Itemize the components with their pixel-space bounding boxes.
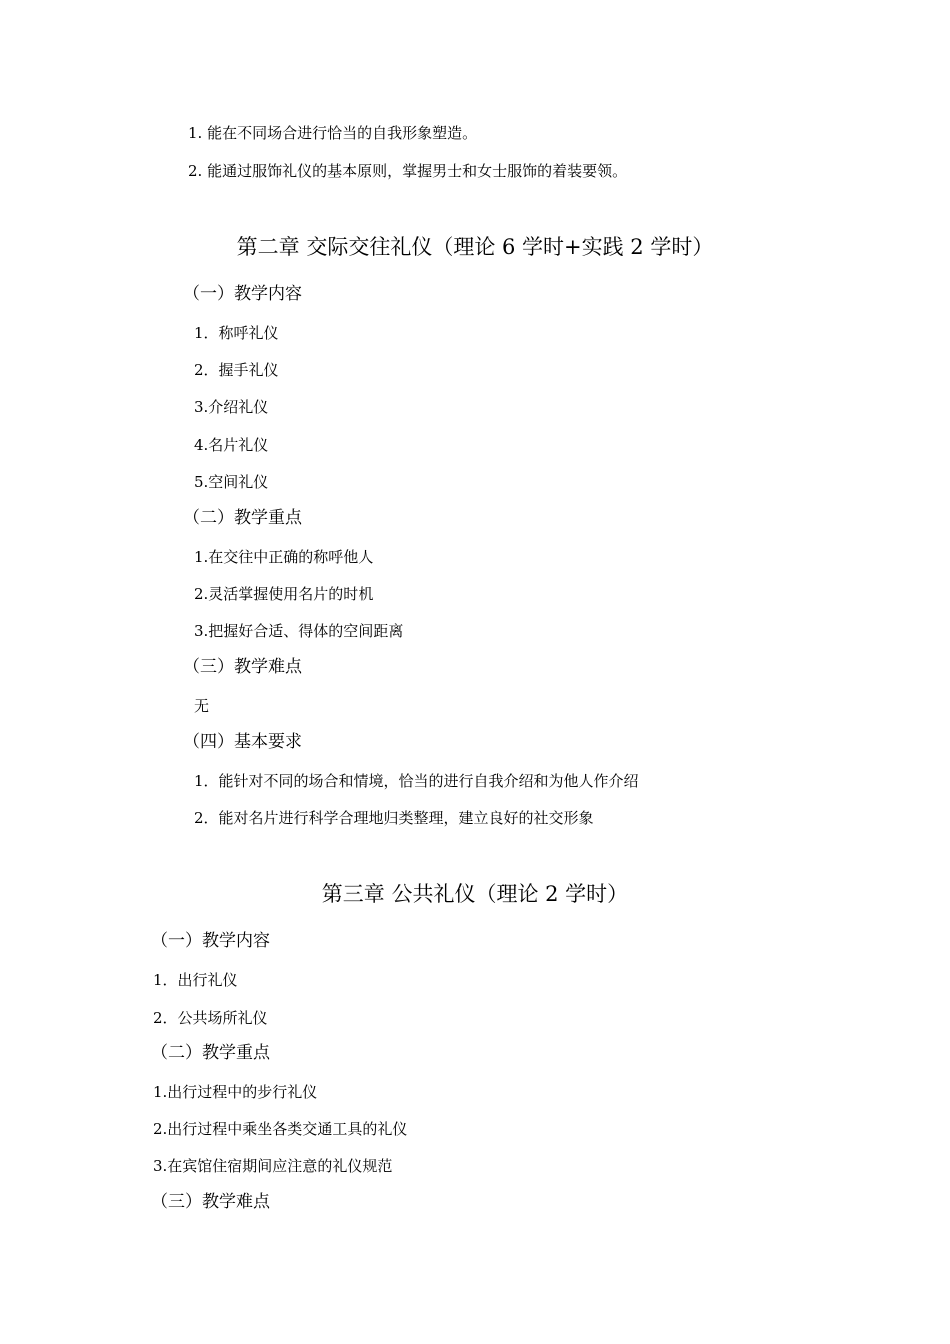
ch2-content-item: 4.名片礼仪 (194, 436, 269, 454)
ch2-difficulty-text: 无 (194, 697, 210, 715)
ch2-focus-item: 3.把握好合适、得体的空间距离 (194, 622, 404, 640)
ch2-focus-heading: （二）教学重点 (183, 508, 302, 528)
ch2-requirements-heading: （四）基本要求 (183, 732, 302, 752)
ch3-focus-heading: （二）教学重点 (151, 1043, 270, 1063)
ch3-focus-item: 3.在宾馆住宿期间应注意的礼仪规范 (153, 1157, 393, 1175)
ch2-content-heading: （一）教学内容 (183, 284, 302, 304)
ch3-difficulty-heading: （三）教学难点 (151, 1192, 270, 1212)
ch2-requirement-item: 2．能对名片进行科学合理地归类整理，建立良好的社交形象 (194, 809, 594, 827)
ch3-content-item: 2．公共场所礼仪 (153, 1009, 268, 1027)
intro-item: 1. 能在不同场合进行恰当的自我形象塑造。 (188, 124, 478, 142)
ch3-focus-item: 2.出行过程中乘坐各类交通工具的礼仪 (153, 1120, 408, 1138)
ch2-content-item: 3.介绍礼仪 (194, 398, 269, 416)
chapter-3-title: 第三章 公共礼仪（理论 2 学时） (321, 882, 629, 906)
ch2-focus-item: 1.在交往中正确的称呼他人 (194, 548, 374, 566)
ch3-content-item: 1．出行礼仪 (153, 971, 238, 989)
ch2-content-item: 2．握手礼仪 (194, 361, 279, 379)
ch3-content-heading: （一）教学内容 (151, 931, 270, 951)
ch2-content-item: 5.空间礼仪 (194, 473, 269, 491)
intro-item: 2. 能通过服饰礼仪的基本原则，掌握男士和女士服饰的着装要领。 (188, 162, 628, 180)
ch3-focus-item: 1.出行过程中的步行礼仪 (153, 1083, 318, 1101)
ch2-requirement-item: 1．能针对不同的场合和情境，恰当的进行自我介绍和为他人作介绍 (194, 772, 639, 790)
ch2-content-item: 1．称呼礼仪 (194, 324, 279, 342)
ch2-focus-item: 2.灵活掌握使用名片的时机 (194, 585, 374, 603)
ch2-difficulty-heading: （三）教学难点 (183, 657, 302, 677)
chapter-2-title: 第二章 交际交往礼仪（理论 6 学时+实践 2 学时） (236, 235, 714, 259)
